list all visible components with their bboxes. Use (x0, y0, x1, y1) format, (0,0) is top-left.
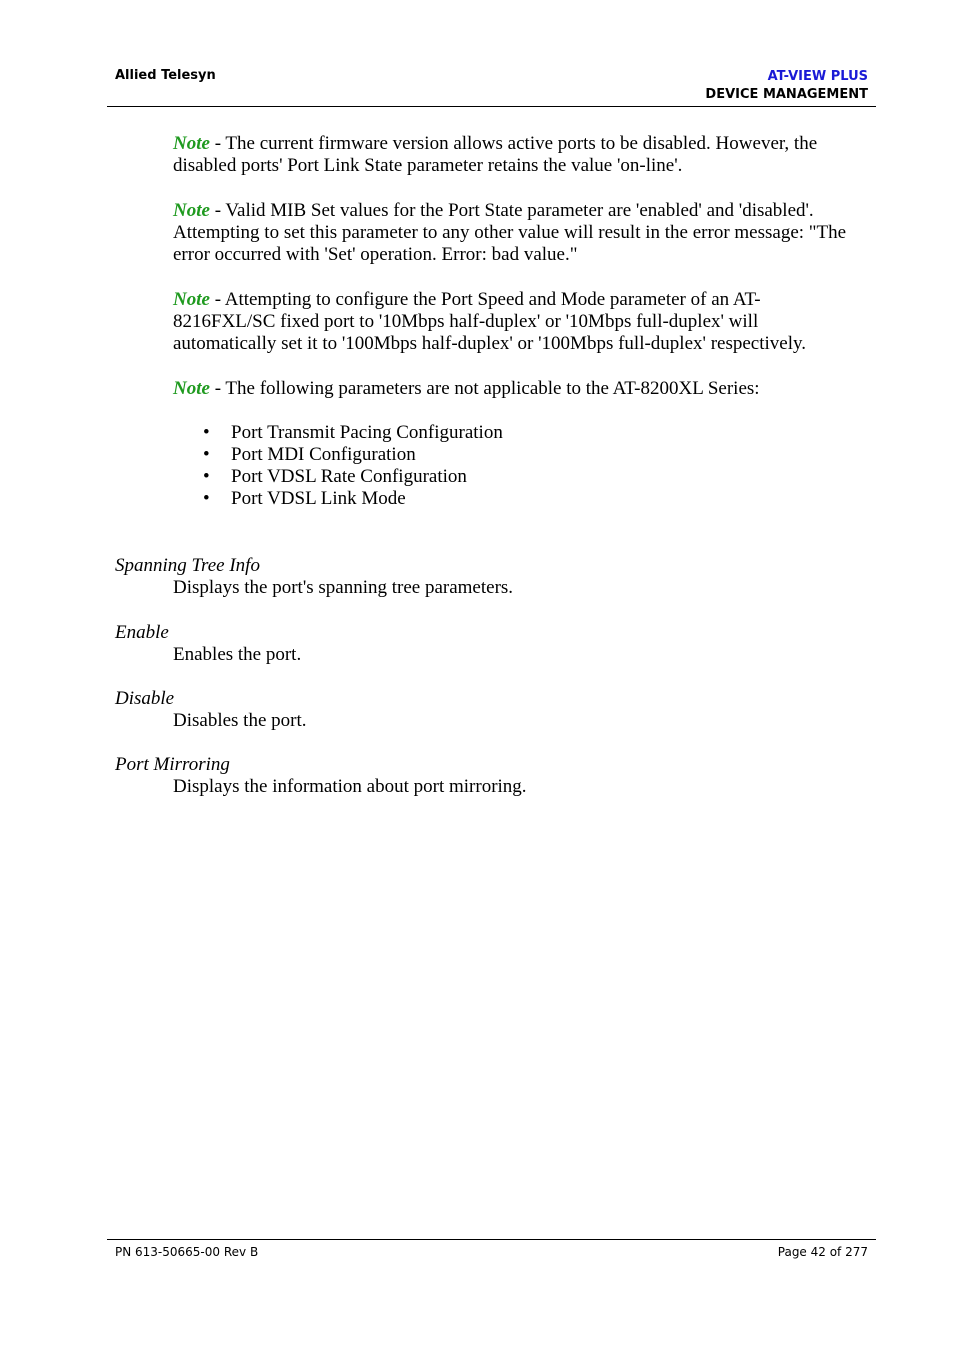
definition-term: Spanning Tree Info (115, 555, 260, 576)
note-text: - Valid MIB Set values for the Port State parameter are 'enabled' and 'disabled'. (209, 200, 814, 221)
note-label: Note (173, 200, 210, 221)
list-item (173, 444, 503, 466)
note-line: 8216FXL/SC fixed port to '10Mbps half-duplex' or '10Mbps full-duplex' will (173, 311, 759, 332)
header-divider (107, 106, 876, 107)
definition-term: Enable (115, 622, 169, 643)
note-label: Note (173, 378, 210, 399)
note-3 (173, 289, 863, 355)
bullet-icon: • (203, 488, 210, 509)
list-item-text: Port VDSL Rate Configuration (231, 466, 467, 487)
definition-term: Port Mirroring (115, 754, 230, 775)
definition-description: Displays the port's spanning tree parameters. (173, 577, 514, 598)
bullet-icon: • (203, 422, 210, 443)
header-title-block (705, 68, 868, 104)
list-item (173, 422, 503, 444)
header-section: DEVICE MANAGEMENT (705, 87, 868, 102)
definition-description: Disables the port. (173, 710, 307, 731)
definition-description: Enables the port. (173, 644, 302, 665)
note-line (173, 133, 863, 155)
definition-term: Disable (115, 688, 175, 709)
footer-part-number: PN 613-50665-00 Rev B (115, 1245, 259, 1259)
note-1 (173, 133, 863, 177)
note-line (173, 378, 863, 400)
bullet-list (173, 422, 503, 510)
list-item (173, 466, 503, 488)
note-text: - The following parameters are not applicable to the AT-8200XL Series: (209, 378, 760, 399)
list-item (173, 488, 503, 510)
bullet-icon: • (203, 466, 210, 487)
note-line: disabled ports' Port Link State parameter retains the value 'on-line'. (173, 155, 683, 176)
list-item-text: Port VDSL Link Mode (231, 488, 406, 509)
list-item-text: Port Transmit Pacing Configuration (231, 422, 503, 443)
note-line: automatically set it to '100Mbps half-duplex' or '100Mbps full-duplex' respectively. (173, 333, 807, 354)
definition-description: Displays the information about port mirroring. (173, 776, 527, 797)
note-line: error occurred with 'Set' operation. Error: bad value." (173, 244, 578, 265)
footer-divider (107, 1239, 876, 1240)
note-line (173, 289, 863, 311)
list-item-text: Port MDI Configuration (231, 444, 416, 465)
note-text: - Attempting to configure the Port Speed and Mode parameter of an AT- (209, 289, 761, 310)
note-text: - The current firmware version allows active ports to be disabled. However, the (209, 133, 818, 154)
note-4 (173, 378, 863, 400)
note-line (173, 200, 863, 222)
bullet-icon: • (203, 444, 210, 465)
header-product: AT-VIEW PLUS (767, 69, 868, 84)
note-2 (173, 200, 863, 266)
header-company: Allied Telesyn (115, 68, 216, 83)
note-label: Note (173, 289, 210, 310)
note-label: Note (173, 133, 210, 154)
footer-page-number: Page 42 of 277 (777, 1245, 868, 1259)
note-line: Attempting to set this parameter to any other value will result in the error message: "The (173, 222, 847, 243)
